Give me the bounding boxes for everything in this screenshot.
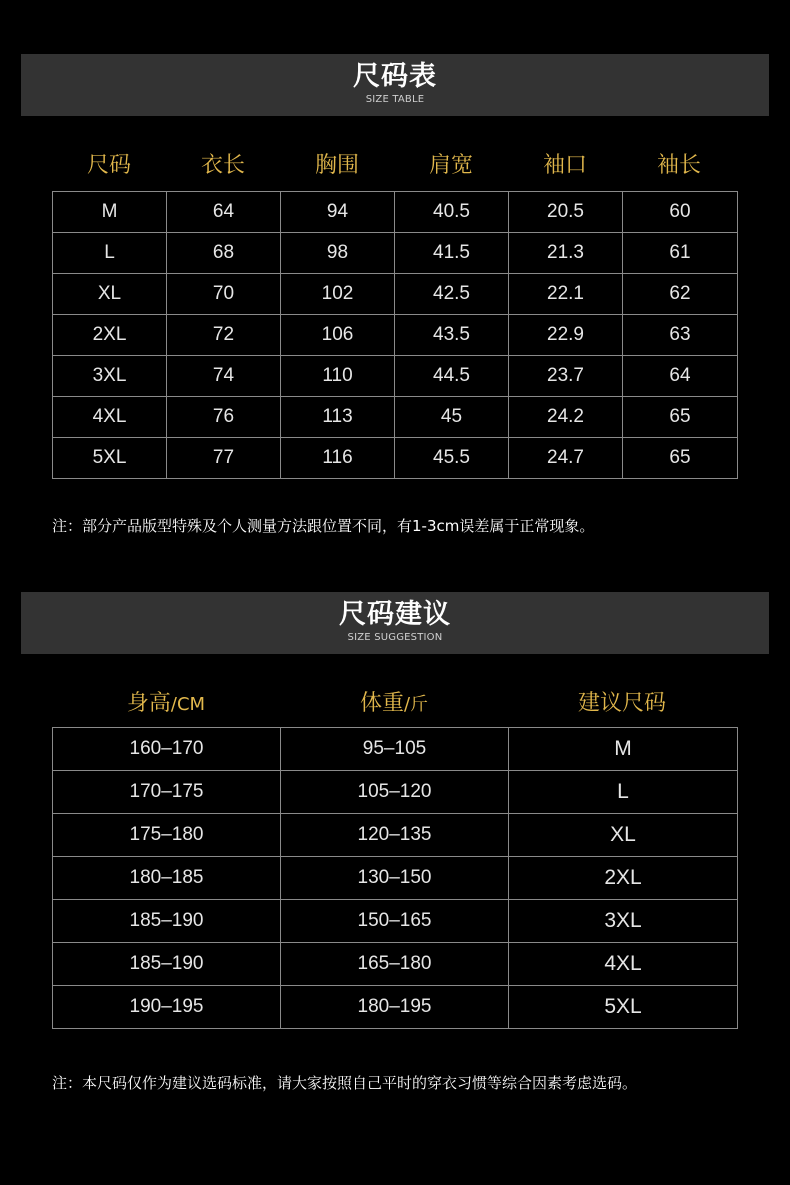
cell-shoulder: 45.5 xyxy=(395,438,509,479)
table-row xyxy=(53,438,738,479)
cell-height: 160–170 xyxy=(53,728,281,771)
cell-weight: 150–165 xyxy=(281,900,509,943)
cell-recommended-size: L xyxy=(509,771,738,814)
cell-chest: 106 xyxy=(281,315,395,356)
header-height-label: 身高 xyxy=(126,691,171,716)
table-row xyxy=(53,814,738,857)
cell-sleeve: 65 xyxy=(623,397,738,438)
header-recommended-size xyxy=(508,686,736,720)
cell-cuff: 23.7 xyxy=(509,356,623,397)
cell-chest: 116 xyxy=(281,438,395,479)
header-chest: 胸围 xyxy=(314,153,359,178)
cell-chest: 94 xyxy=(281,192,395,233)
header-height-unit: /CM xyxy=(170,694,206,715)
table-row xyxy=(53,986,738,1029)
header-length: 衣长 xyxy=(200,153,245,178)
cell-shoulder: 40.5 xyxy=(395,192,509,233)
cell-length: 77 xyxy=(167,438,281,479)
cell-size: M xyxy=(53,192,167,233)
cell-weight: 180–195 xyxy=(281,986,509,1029)
cell-sleeve: 61 xyxy=(623,233,738,274)
cell-length: 74 xyxy=(167,356,281,397)
table-row xyxy=(53,857,738,900)
size-table-subtitle: SIZE TABLE xyxy=(365,94,425,105)
header-weight-unit: /斤 xyxy=(403,694,429,715)
cell-shoulder: 44.5 xyxy=(395,356,509,397)
cell-sleeve: 62 xyxy=(623,274,738,315)
cell-chest: 110 xyxy=(281,356,395,397)
header-cuff: 袖口 xyxy=(542,153,587,178)
cell-length: 64 xyxy=(167,192,281,233)
cell-size: 2XL xyxy=(53,315,167,356)
size-suggestion-table xyxy=(52,727,738,1029)
cell-height: 185–190 xyxy=(53,900,281,943)
cell-weight: 120–135 xyxy=(281,814,509,857)
cell-length: 72 xyxy=(167,315,281,356)
size-table-header-row xyxy=(52,148,736,182)
cell-cuff: 22.9 xyxy=(509,315,623,356)
size-table-title: 尺码表 xyxy=(353,61,437,92)
header-height xyxy=(52,686,280,720)
table-row xyxy=(53,233,738,274)
cell-shoulder: 41.5 xyxy=(395,233,509,274)
cell-chest: 102 xyxy=(281,274,395,315)
cell-sleeve: 65 xyxy=(623,438,738,479)
header-sleeve: 袖长 xyxy=(656,153,701,178)
header-recommended-size-label: 建议尺码 xyxy=(577,691,666,716)
cell-shoulder: 43.5 xyxy=(395,315,509,356)
header-shoulder: 肩宽 xyxy=(428,153,473,178)
cell-length: 68 xyxy=(167,233,281,274)
cell-size: 4XL xyxy=(53,397,167,438)
cell-recommended-size: M xyxy=(509,728,738,771)
cell-chest: 113 xyxy=(281,397,395,438)
cell-cuff: 24.7 xyxy=(509,438,623,479)
cell-recommended-size: 4XL xyxy=(509,943,738,986)
header-weight xyxy=(280,686,508,720)
cell-chest: 98 xyxy=(281,233,395,274)
cell-recommended-size: 5XL xyxy=(509,986,738,1029)
header-weight-label: 体重 xyxy=(359,691,404,716)
size-suggestion-subtitle: SIZE SUGGESTION xyxy=(347,632,443,643)
cell-cuff: 20.5 xyxy=(509,192,623,233)
size-table-banner xyxy=(21,54,769,116)
size-suggestion-note: 注：本尺码仅作为建议选码标准，请大家按照自己平时的穿衣习惯等综合因素考虑选码。 xyxy=(52,1074,638,1092)
cell-sleeve: 60 xyxy=(623,192,738,233)
cell-size: 3XL xyxy=(53,356,167,397)
cell-sleeve: 64 xyxy=(623,356,738,397)
cell-height: 175–180 xyxy=(53,814,281,857)
table-row xyxy=(53,315,738,356)
cell-length: 70 xyxy=(167,274,281,315)
table-row xyxy=(53,192,738,233)
cell-recommended-size: XL xyxy=(509,814,738,857)
table-row xyxy=(53,397,738,438)
cell-cuff: 22.1 xyxy=(509,274,623,315)
cell-cuff: 24.2 xyxy=(509,397,623,438)
table-row xyxy=(53,771,738,814)
cell-weight: 105–120 xyxy=(281,771,509,814)
size-table xyxy=(52,191,738,479)
size-suggestion-title: 尺码建议 xyxy=(339,599,451,630)
cell-size: XL xyxy=(53,274,167,315)
header-size: 尺码 xyxy=(86,153,131,178)
cell-weight: 130–150 xyxy=(281,857,509,900)
cell-size: L xyxy=(53,233,167,274)
cell-height: 190–195 xyxy=(53,986,281,1029)
cell-size: 5XL xyxy=(53,438,167,479)
cell-recommended-size: 2XL xyxy=(509,857,738,900)
cell-length: 76 xyxy=(167,397,281,438)
cell-height: 185–190 xyxy=(53,943,281,986)
cell-weight: 165–180 xyxy=(281,943,509,986)
table-row xyxy=(53,274,738,315)
cell-cuff: 21.3 xyxy=(509,233,623,274)
table-row xyxy=(53,943,738,986)
size-table-note: 注：部分产品版型特殊及个人测量方法跟位置不同，有1-3cm误差属于正常现象。 xyxy=(52,517,595,535)
suggestion-header-row xyxy=(52,686,736,720)
cell-height: 180–185 xyxy=(53,857,281,900)
size-suggestion-banner xyxy=(21,592,769,654)
cell-height: 170–175 xyxy=(53,771,281,814)
table-row xyxy=(53,356,738,397)
cell-sleeve: 63 xyxy=(623,315,738,356)
cell-recommended-size: 3XL xyxy=(509,900,738,943)
table-row xyxy=(53,900,738,943)
cell-weight: 95–105 xyxy=(281,728,509,771)
cell-shoulder: 45 xyxy=(395,397,509,438)
table-row xyxy=(53,728,738,771)
cell-shoulder: 42.5 xyxy=(395,274,509,315)
